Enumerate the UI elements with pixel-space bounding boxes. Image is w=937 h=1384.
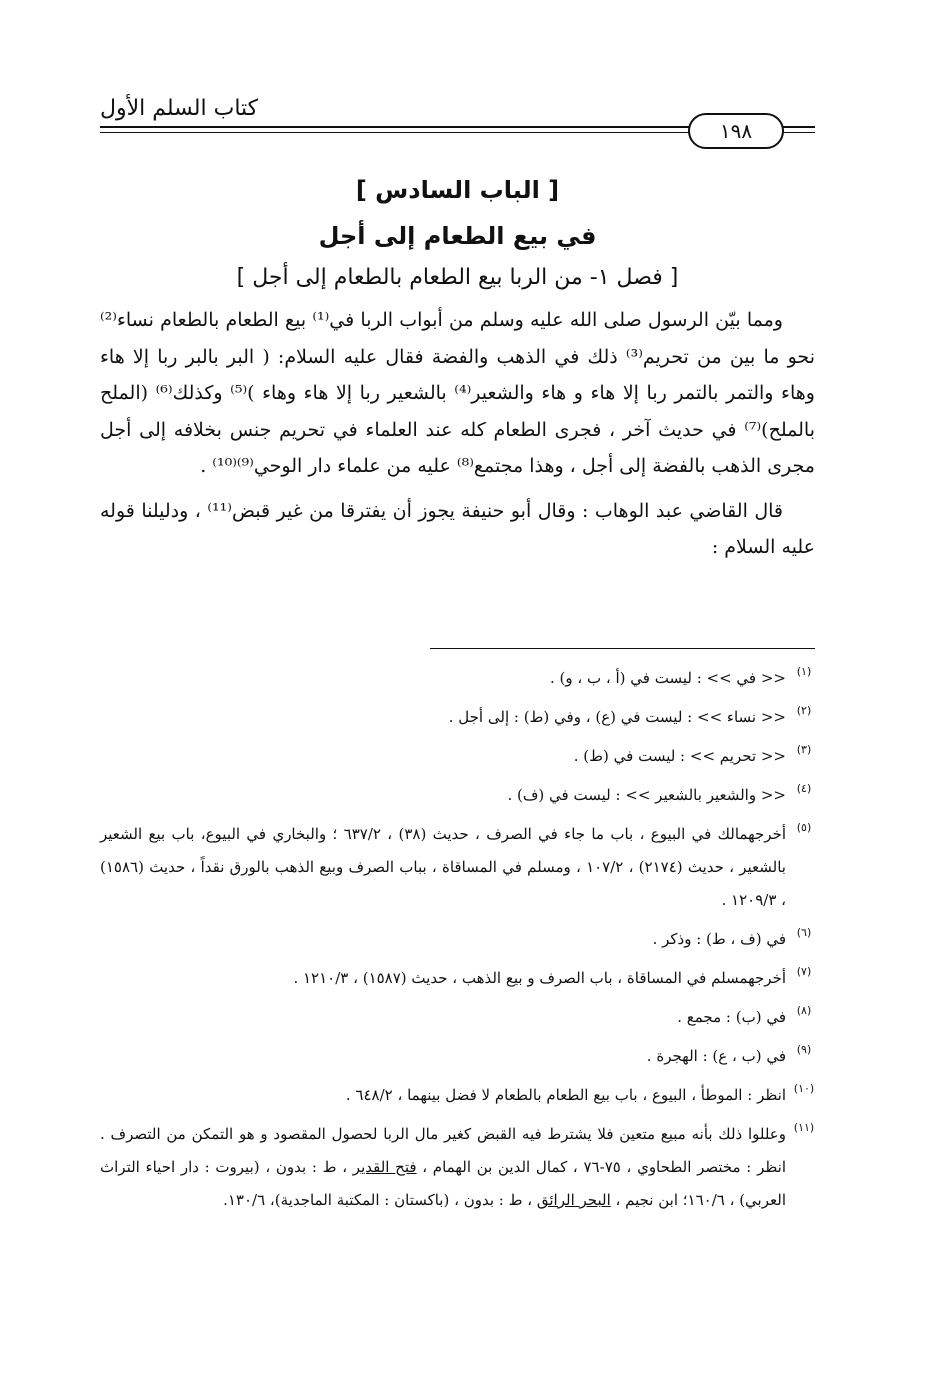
footnote xyxy=(100,779,822,812)
footnote-text: في (ب) : مجمع . xyxy=(677,1008,786,1026)
footnote-text-part: ، ط : بدون ، (بيروت : دار احياء التراث العربي) ، ١٦٠/٦؛ ابن نجيم ، xyxy=(100,1158,786,1209)
footnote-text: << والشعير بالشعير >> : ليست في (ف) . xyxy=(507,786,786,804)
footnote xyxy=(100,1001,822,1034)
page-number xyxy=(688,113,784,149)
footnote-text: أخرجهمسلم في المساقاة ، باب الصرف و بيع الذهب ، حديث (١٥٨٧) ، ١٢١٠/٣ . xyxy=(293,969,786,987)
main-text xyxy=(100,302,815,566)
footnote-text: << نساء >> : ليست في (ع) ، وفي (ط) : إلى أجل . xyxy=(448,708,786,726)
footnote-text xyxy=(100,1118,786,1217)
book-title: البحر الرائق xyxy=(536,1191,611,1209)
footnote xyxy=(100,923,822,956)
footnote xyxy=(100,818,822,917)
footnotes xyxy=(100,662,822,1223)
footnote-text: << في >> : ليست في (أ ، ب ، و) . xyxy=(549,669,786,687)
footnote-number: (٥) xyxy=(796,821,812,834)
footnote xyxy=(100,962,822,995)
footnote-number: (٨) xyxy=(796,1004,812,1017)
chapter-title: [ الباب السادس ] xyxy=(355,176,560,204)
chapter-subject: في بيع الطعام إلى أجل xyxy=(318,222,597,250)
footnote-number: (٧) xyxy=(796,965,812,978)
footnote xyxy=(100,1079,822,1112)
footnote-text: << تحريم >> : ليست في (ط) . xyxy=(573,747,786,765)
footnote xyxy=(100,1040,822,1073)
footnote-number: (٢) xyxy=(796,704,812,717)
footnote-number: (٣) xyxy=(796,743,812,756)
footnote-text: في (ب ، ع) : الهجرة . xyxy=(646,1047,786,1065)
footnote-number: (٤) xyxy=(796,782,812,795)
footnote-text: انظر : الموطأ ، البيوع ، باب بيع الطعام بالطعام لا فضل بينهما ، ٦٤٨/٢ . xyxy=(345,1086,786,1104)
footnote-text: أخرجهمالك في البيوع ، باب ما جاء في الصرف ، حديث (٣٨) ، ٦٣٧/٢ ؛ والبخاري في البيوع، باب بيع الشعير بالشعير ، حديث (٢١٧٤) ، ١٠٧/٢ ، ومسلم في المساقاة ، بباب الصرف وبيع الذهب بالورق نقداً ، حديث (١٥٨٦) ، ١٢٠٩/٣ . xyxy=(100,825,786,909)
page-number-text: ١٩٨ xyxy=(719,119,753,143)
footnote-number: (٩) xyxy=(796,1043,812,1056)
footnote-text-part: وعللوا ذلك بأنه مبيع متعين فلا يشترط فيه القبض كغير مال الربا لحصول المقصود و هو التمكن من التصرف . انظر : مختصر الطحاوي ، ٧٥-٧٦ ، كمال الدين بن الهمام ، xyxy=(100,1125,787,1176)
footnote xyxy=(100,662,822,695)
footnote xyxy=(100,701,822,734)
paragraph: ومما بيّن الرسول صلى الله عليه وسلم من أبواب الربا في⁽¹⁾ بيع الطعام بالطعام نساء⁽²⁾ نحو ما بين من تحريم⁽³⁾ ذلك في الذهب والفضة فقال عليه السلام: ( البر بالبر ربا إلا هاء وهاء والتمر بالتمر ربا إلا هاء و هاء والشعير⁽⁴⁾ بالشعير ربا إلا هاء وهاء )⁽⁵⁾ وكذلك⁽⁶⁾ (الملح بالملح)⁽⁷⁾ في حديث آخر ، فجرى الطعام كله عند العلماء في تحريم جنس بخلافه إلى أجل مجرى الذهب بالفضة إلى أجل ، وهذا مجتمع⁽⁸⁾ عليه من علماء دار الوحي⁽⁹⁾⁽¹⁰⁾ . xyxy=(100,309,815,477)
section-title: [ فصل ١- من الربا بيع الطعام بالطعام إلى أجل ] xyxy=(236,265,679,290)
paragraph: قال القاضي عبد الوهاب : وقال أبو حنيفة يجوز أن يفترقا من غير قبض⁽¹¹⁾ ، ودليلنا قوله عليه السلام : xyxy=(100,499,815,558)
footnote-number: (١) xyxy=(796,665,812,678)
footnote xyxy=(100,1118,822,1217)
footnote-number: (١١) xyxy=(793,1121,815,1134)
book-title: فتح القدير xyxy=(352,1158,417,1176)
footnote-text: في (ف ، ط) : وذكر . xyxy=(652,930,786,948)
running-title: كتاب السلم الأول xyxy=(100,96,259,121)
footnote-number: (١٠) xyxy=(793,1082,815,1095)
footnote-text-part: ، ط : بدون ، (باكستان : المكتبة الماجدية)، ١٣٠/٦. xyxy=(223,1191,537,1209)
footnote-number: (٦) xyxy=(796,926,812,939)
footnote-separator xyxy=(430,648,815,649)
footnote xyxy=(100,740,822,773)
